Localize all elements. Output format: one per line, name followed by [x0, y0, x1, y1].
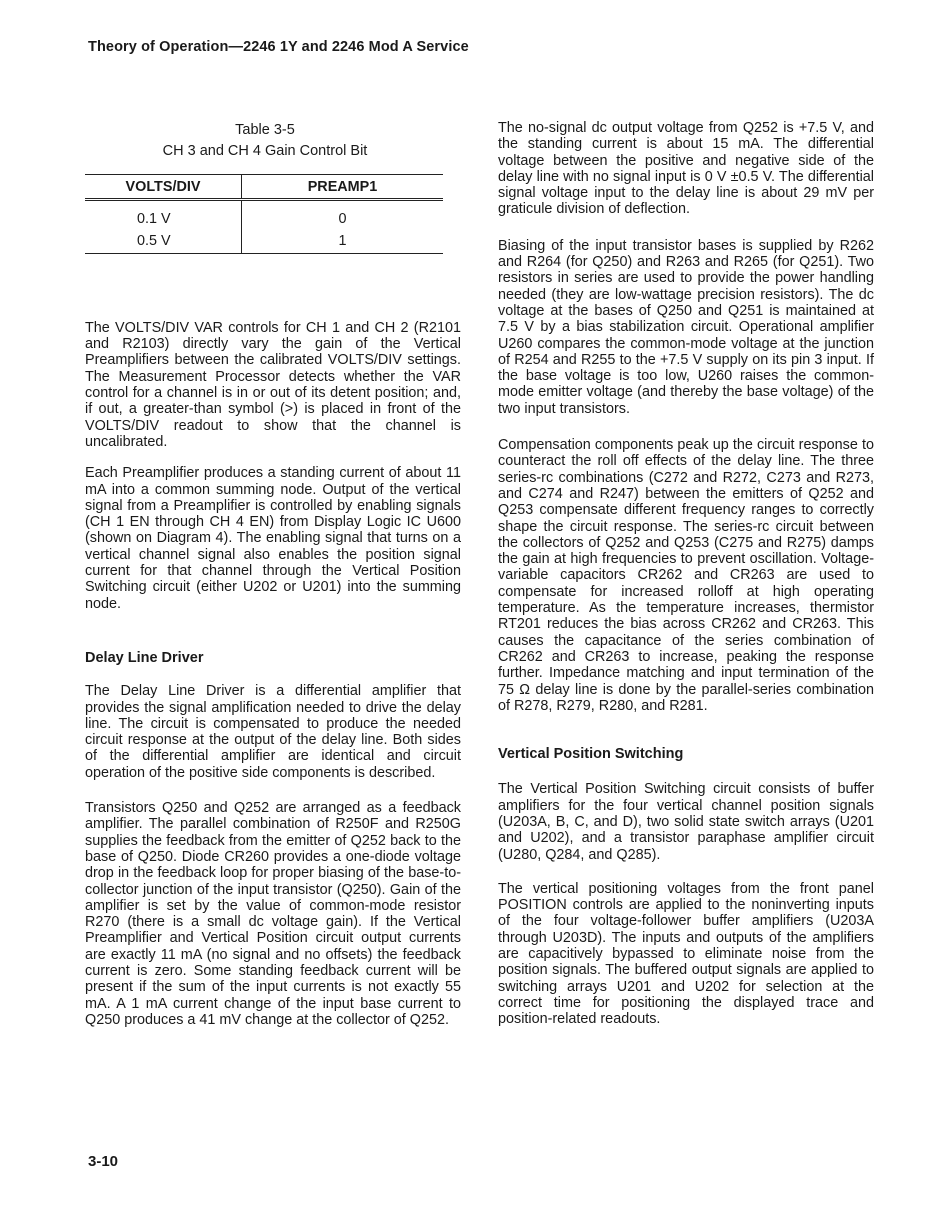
paragraph: Compensation components peak up the circuit response to counteract the roll off effects of the delay line. The three series-rc combinations (C272 and R272, C273 and R273, and C274 and R247) between the emitters of Q252 and Q253 compensate different frequency ranges to correctly shape the circuit response. The series-rc circuit between the collectors of Q252 and Q253 (C275 and R275) damps the gain at high frequencies to prevent oscillation. Voltage-variable capacitors CR262 and CR263 are used to compensate for increased rolloff at high operating temperature. As the temperature increases, thermistor RT201 reduces the bias across CR262 and CR263. This causes the capacitance of the series combination of CR262 and CR263 to increase, peaking the response further. Impedance matching and input termination of the 75 Ω delay line is done by the parallel-series combination of R278, R279, R280, and R281.	[498, 437, 874, 714]
page-number: 3-10	[88, 1153, 119, 1170]
paragraph: Biasing of the input transistor bases is supplied by R262 and R264 (for Q250) and R263 and R265 (for Q251). Two resistors in series are used to provide the power handling needed (they are low-wattage precision resistors). The dc voltage at the bases of Q250 and Q251 is maintained at 7.5 V by a bias stabilization circuit. Operational amplifier U260 compares the common-mode voltage at the junction of R254 and R255 to the +7.5 V supply on its pin 3 input. If the base voltage is too low, U260 raises the common-mode emitter voltage (and thereby the base voltage) of the two input transistors.	[498, 237, 874, 417]
section-heading-delay-line-driver: Delay Line Driver	[85, 649, 204, 666]
table-cell: 0.1 V	[85, 200, 242, 230]
running-header: Theory of Operation—2246 1Y and 2246 Mod A Service	[88, 39, 469, 55]
table-cell: 0.5 V	[85, 230, 242, 254]
paragraph: The VOLTS/DIV VAR controls for CH 1 and CH 2 (R2101 and R2103) directly vary the gain of the Vertical Preamplifiers between the calibrated VOLTS/DIV settings. The Measurement Processor detects whether the VAR control for a channel is in or out of its detent position; and, if out, a greater-than symbol (>) is placed in front of the VOLTS/DIV readout to show that the channel is uncalibrated.	[85, 319, 461, 450]
table-cell: 0	[338, 211, 347, 228]
paragraph: Transistors Q250 and Q252 are arranged as a feedback amplifier. The parallel combination of R250F and R250G supplies the feedback from the emitter of Q252 back to the base of Q250. Diode CR260 provides a one-diode voltage drop in the feedback loop for proper biasing of the base-to-collector junction of the input transistor (Q250). Gain of the amplifier is set by the value of common-mode resistor R270 (there is a small dc voltage gain). If the Vertical Preamplifier and Vertical Position circuit output currents are exactly 11 mA (no signal and no offsets) the feedback current is zero. Some standing feedback current will be present if the sum of the input currents is not exactly 55 mA. A 1 mA current change of the input base current to Q250 produces a 41 mV change at the collector of Q252.	[85, 800, 461, 1028]
column-header-preamp1: PREAMP1	[242, 175, 444, 200]
paragraph: The Delay Line Driver is a differential amplifier that provides the signal amplification needed to drive the delay line. The circuit is compensated to produce the needed circuit response at the output of the delay line. Both sides of the differential amplifier are identical and circuit operation of the positive side components is described.	[85, 683, 461, 781]
paragraph: Each Preamplifier produces a standing current of about 11 mA into a common summing node. Output of the vertical signal from a Preamplifier is controlled by enabling signals (CH 1 EN through CH 4 EN) from Display Logic IC U600 (shown on Diagram 4). The enabling signal that turns on a vertical channel signal also enables the position signal current for that channel through the Vertical Position Switching circuit (either U202 or U201) into the summing node.	[85, 465, 461, 612]
paragraph: The Vertical Position Switching circuit consists of buffer amplifiers for the four vertical channel position signals (U203A, B, C, and D), two solid state switch arrays (U201 and U202), and a transistor paraphase amplifier circuit (U280, Q284, and Q285).	[498, 781, 874, 863]
table-row	[85, 230, 443, 254]
section-heading-vertical-position-switching: Vertical Position Switching	[498, 746, 684, 763]
table-block	[85, 120, 461, 254]
column-header-volts-div: VOLTS/DIV	[85, 175, 242, 200]
table-row	[85, 200, 443, 230]
table-title: CH 3 and CH 4 Gain Control Bit	[162, 143, 368, 159]
left-column	[85, 120, 461, 1028]
paragraph: The vertical positioning voltages from the front panel POSITION controls are applied to the noninverting inputs of the four voltage-follower buffer amplifiers (U203A through U203D). The inputs and outputs of the amplifiers are capacitively bypassed to eliminate noise from the position signals. The buffered output signals are applied to switching arrays U201 and U202 for selection at the correct time for positioning the displayed trace and position-related readouts.	[498, 880, 874, 1028]
table-cell: 1	[242, 230, 444, 254]
gain-control-table	[85, 174, 443, 254]
table-number: Table 3-5	[235, 122, 295, 138]
paragraph: The no-signal dc output voltage from Q252 is +7.5 V, and the standing current is about 15 mA. The differential voltage between the positive and negative side of the delay line with no signal input is 0 V ±0.5 V. The differential signal voltage input to the delay line is about 29 mV per graticule division of deflection.	[498, 120, 874, 218]
right-column	[498, 120, 874, 1028]
